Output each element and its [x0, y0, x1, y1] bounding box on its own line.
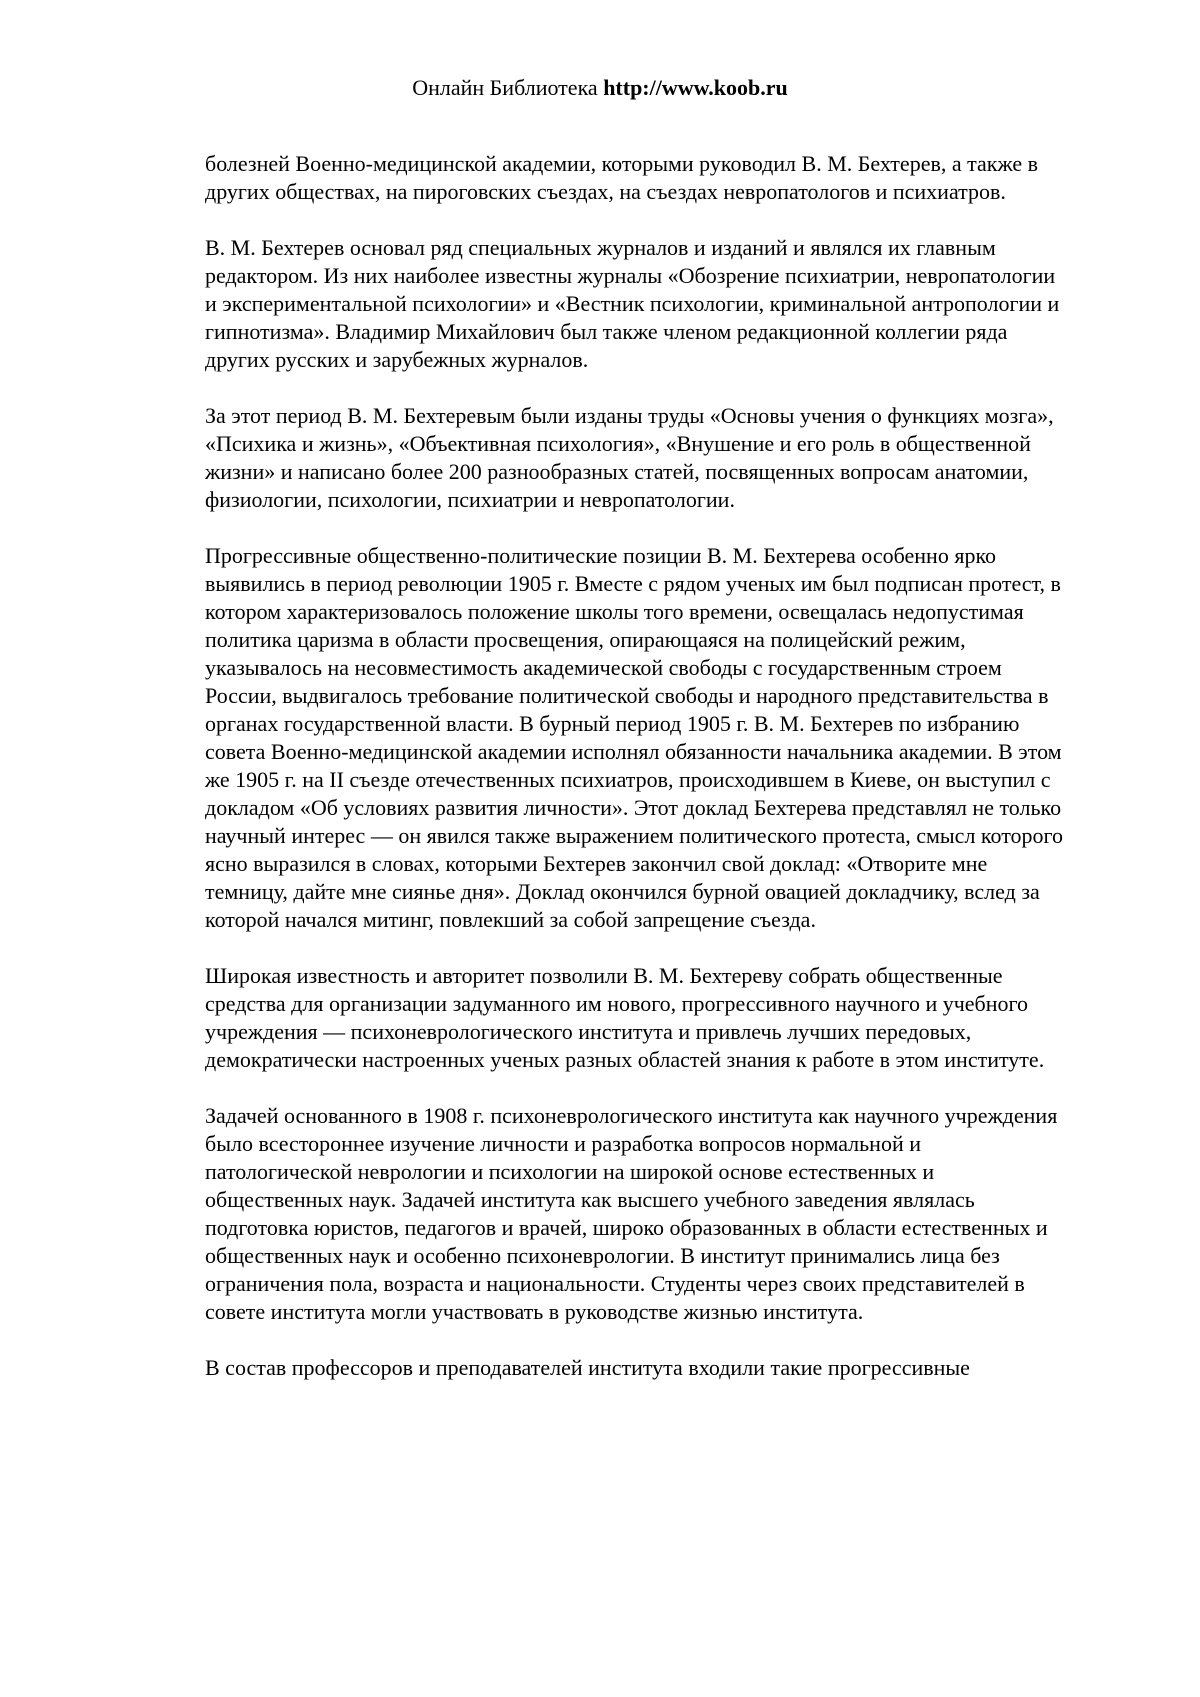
paragraph: Широкая известность и авторитет позволили В. М. Бехтереву собрать общественные средства для организации задуманного им нового, прогрессивного научного и учебного учреждения — психоневрологического института и привлечь лучших передовых, демократически настроенных ученых разных областей знания к работе в этом институте.	[205, 963, 1045, 1072]
paragraph: В. М. Бехтерев основал ряд специальных журналов и изданий и являлся их главным редактором. Из них наиболее известны журналы «Обозрение психиатрии, невропатологии и экспериментальной психологии» и «Вестник психологии, криминальной антропологии и гипнотизма». Владимир Михайлович был также членом редакционной коллегии ряда других русских и зарубежных журналов.	[205, 235, 1060, 372]
paragraph: Задачей основанного в 1908 г. психоневрологического института как научного учреждения было всестороннее изучение личности и разработка вопросов нормальной и патологической неврологии и психологии на широкой основе естественных и общественных наук. Задачей института как высшего учебного заведения являлась подготовка юристов, педагогов и врачей, широко образованных в области естественных и общественных наук и особенно психоневрологии. В институт принимались лица без ограничения пола, возраста и национальности. Студенты через своих представителей в совете института могли участвовать в руководстве жизнью института.	[205, 1103, 1058, 1324]
document-body	[205, 150, 1065, 1382]
paragraph: За этот период В. М. Бехтеревым были изданы труды «Основы учения о функциях мозга», «Психика и жизнь», «Объективная психология», «Внушение и его роль в общественной жизни» и написано более 200 разнообразных статей, посвященных вопросам анатомии, физиологии, психологии, психиатрии и невропатологии.	[205, 403, 1054, 512]
library-label: Онлайн Библиотека	[412, 75, 598, 100]
page-header	[0, 74, 1200, 102]
paragraph: болезней Военно-медицинской академии, которыми руководил В. М. Бехтерев, а также в других обществах, на пироговских съездах, на съездах невропатологов и психиатров.	[205, 151, 1039, 204]
paragraph: Прогрессивные общественно-политические позиции В. М. Бехтерева особенно ярко выявились в период революции 1905 г. Вместе с рядом ученых им был подписан протест, в котором характеризовалось положение школы того времени, освещалась недопустимая политика царизма в области просвещения, опирающаяся на полицейский режим, указывалось на несовместимость академической свободы с государственным строем России, выдвигалось требование политической свободы и народного представительства в органах государственной власти. В бурный период 1905 г. В. М. Бехтерев по избранию совета Военно-медицинской академии исполнял обязанности начальника академии. В этом же 1905 г. на II съезде отечественных психиатров, происходившем в Киеве, он выступил с докладом «Об условиях развития личности». Этот доклад Бехтерева представлял не только научный интерес — он явился также выражением политического протеста, смысл которого ясно выразился в словах, которыми Бехтерев закончил свой доклад: «Отворите мне темницу, дайте мне сиянье дня». Доклад окончился бурной овацией докладчику, вслед за которой начался митинг, повлекший за собой запрещение съезда.	[205, 543, 1064, 932]
paragraph: В состав профессоров и преподавателей института входили такие прогрессивные	[205, 1355, 970, 1380]
library-url-link[interactable]: http://www.koob.ru	[603, 75, 788, 100]
